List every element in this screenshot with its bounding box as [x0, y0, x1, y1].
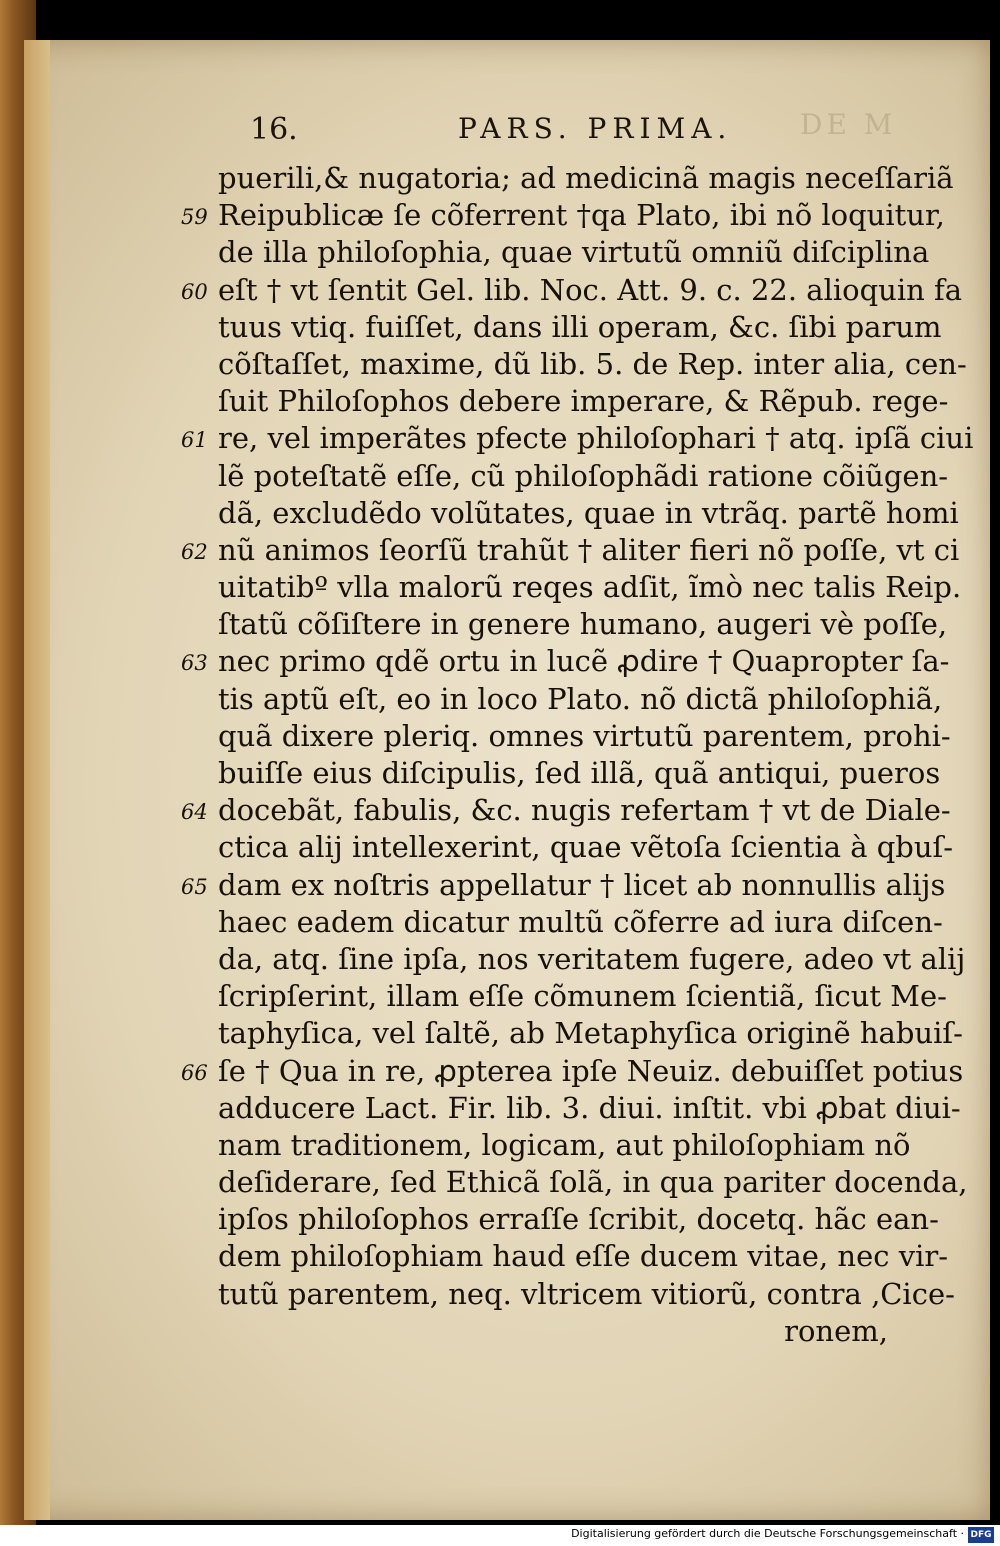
margin-number: 65	[181, 874, 208, 899]
line-text: deſiderare, ſed Ethicã ſolã, in qua pariter docenda,	[218, 1165, 968, 1200]
margin-number: 59	[181, 205, 208, 230]
text-line	[181, 1053, 964, 1090]
text-line	[218, 606, 958, 643]
margin-number: 61	[181, 428, 208, 453]
line-text: ſuit Philoſophos debere imperare, & Rẽpub. rege-	[218, 384, 949, 419]
line-text: haec eadem dicatur multũ cõferre ad iura diſcen-	[218, 904, 943, 939]
text-line	[218, 1164, 968, 1201]
text-line	[218, 1127, 958, 1164]
text-line	[181, 197, 958, 234]
page-edge	[24, 40, 50, 1520]
line-text: ſtatũ cõſiſtere in genere humano, augeri vè poſſe,	[218, 607, 948, 642]
running-head	[250, 112, 850, 152]
line-text: da, atq. ſine ipſa, nos veritatem fugere, adeo vt alij	[218, 941, 966, 976]
line-text: dem philoſophiam haud eſſe ducem vitae, nec vir-	[218, 1239, 949, 1274]
text-line	[181, 867, 958, 904]
line-text: ſcripſerint, illam eſſe cõmunem ſcientiã, ſicut Me-	[218, 979, 947, 1014]
margin-number: 63	[181, 651, 208, 676]
text-line	[218, 978, 958, 1015]
text-line	[218, 383, 958, 420]
line-text: ctica alij intellexerint, quae vẽtoſa ſcientia à qbuſ-	[218, 830, 954, 865]
line-text: de illa philoſophia, quae virtutũ omniũ diſciplina	[218, 235, 930, 270]
running-title: PARS. PRIMA.	[458, 112, 733, 145]
text-line	[181, 792, 958, 829]
line-text: ipſos philoſophos erraſſe ſcribit, docetq. hãc ean-	[218, 1202, 939, 1237]
text-line	[218, 718, 958, 755]
line-text: uitatibº vlla malorũ reqes adſit, ĩmò nec talis Reip.	[218, 570, 962, 605]
text-line	[181, 532, 960, 569]
text-line	[218, 160, 958, 197]
text-line	[218, 1090, 961, 1127]
text-line	[218, 755, 958, 792]
line-text: dam ex noſtris appellatur † licet ab nonnullis alijs	[218, 867, 946, 902]
text-line	[181, 420, 974, 457]
line-text: docebãt, fabulis, &c. nugis refertam † vt de Diale-	[218, 793, 951, 828]
line-text: taphyſica, vel ſaltẽ, ab Metaphyſica originẽ habuiſ-	[218, 1016, 963, 1051]
text-line	[218, 346, 967, 383]
line-text: ſe † Qua in re, ꝓpterea ipſe Neuiz. debuiſſet potius	[218, 1053, 964, 1088]
dfg-logo: DFG	[968, 1527, 994, 1543]
text-line	[218, 234, 958, 271]
line-text: re, vel imperãtes pfecte philoſophari † atq. ipſã ciui	[218, 421, 974, 456]
bleed-through-text: DE M	[800, 108, 897, 141]
page-number: 16.	[250, 112, 298, 147]
text-line	[218, 1015, 963, 1052]
catchword: ronem,	[784, 1313, 888, 1348]
line-text: adducere Lact. Fir. lib. 3. diui. inſtit. vbi ꝓbat diui-	[218, 1090, 961, 1125]
line-text: tis aptũ eſt, eo in loco Plato. nõ dictã philoſophiã,	[218, 681, 943, 716]
line-text: quã dixere pleriq. omnes virtutũ parentem, prohi-	[218, 718, 951, 753]
line-text: tuus vtiq. fuiſſet, dans illi operam, &c. ſibi parum	[218, 309, 942, 344]
margin-number: 60	[181, 279, 208, 304]
text-line	[218, 681, 958, 718]
line-text: buiſſe eius diſcipulis, ſed illã, quã antiqui, pueros	[218, 756, 941, 790]
text-line	[218, 569, 962, 606]
text-line	[218, 941, 966, 978]
text-line	[181, 272, 963, 309]
text-line	[218, 904, 958, 941]
text-block	[181, 160, 974, 1350]
line-text: nam traditionem, logicam, aut philoſophiam nõ	[218, 1127, 911, 1162]
text-line	[218, 829, 958, 866]
text-line	[218, 1201, 958, 1238]
margin-number: 62	[181, 539, 208, 564]
line-text: nec primo qdẽ ortu in lucẽ ꝓdire † Quapropter ſa-	[218, 644, 950, 679]
funding-credit: Digitalisierung gefördert durch die Deutsche Forschungsgemeinschaft ·	[571, 1527, 964, 1540]
text-line	[218, 1238, 958, 1275]
footer-bar	[0, 1525, 1000, 1546]
line-text: cõſtaſſet, maxime, dũ lib. 5. de Rep. inter alia, cen-	[218, 346, 967, 381]
line-text: eſt † vt ſentit Gel. lib. Noc. Att. 9. c. 22. alioquin fa	[218, 272, 963, 307]
line-text: tutũ parentem, neq. vltricem vitiorũ, contra ‚Cice-	[218, 1276, 955, 1311]
line-text: nũ animos ſeorſũ trahũt † aliter fieri nõ poſſe, vt ci	[218, 532, 960, 567]
text-line	[218, 309, 958, 346]
line-text: lẽ poteſtatẽ eſſe, cũ philoſophãdi ratione cõiũgen-	[218, 458, 949, 493]
text-line	[218, 458, 958, 495]
text-line	[218, 495, 958, 532]
line-text: puerili,& nugatoria; ad medicinã magis neceſſariã	[218, 161, 954, 195]
line-text: Reipublicæ ſe cõferrent †qa Plato, ibi nõ loquitur,	[218, 198, 945, 233]
text-line	[181, 643, 958, 680]
margin-number: 66	[181, 1060, 208, 1085]
text-line	[218, 1276, 958, 1313]
margin-number: 64	[181, 800, 208, 825]
line-text: dã, excludẽdo volũtates, quae in vtrãq. partẽ homi	[218, 495, 959, 530]
